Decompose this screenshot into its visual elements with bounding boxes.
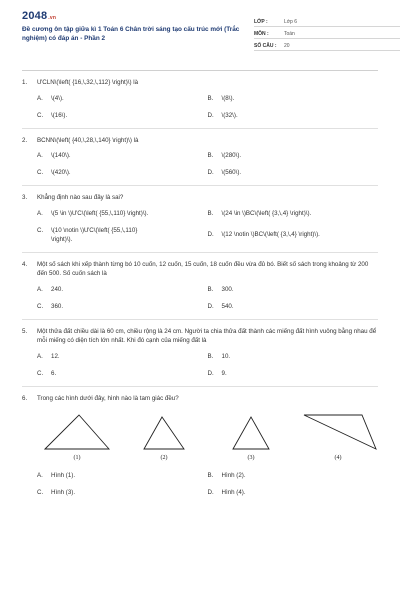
triangle-2-drawing (124, 411, 204, 453)
option-letter: C. (37, 302, 44, 310)
figure-label: (4) (334, 455, 342, 461)
meta-value: Toán (284, 31, 295, 37)
question-list (22, 78, 378, 505)
question-text: Một thửa đất chiều dài là 60 cm, chiều rộng là 24 cm. Người ta chia thửa đất thành các miếng đất hình vuông bằng nhau để mỗi miếng có diện tích lớn nhất. Khi đó cạnh của miếng đất là (37, 327, 377, 344)
option-c[interactable] (37, 111, 208, 120)
option-letter: B. (207, 472, 214, 479)
option-letter: A. (37, 352, 43, 360)
option-text: \(32\). (221, 111, 238, 119)
question-divider (22, 319, 378, 320)
option-letter: B. (207, 209, 214, 217)
option-d[interactable] (208, 302, 379, 311)
option-a[interactable] (37, 151, 208, 160)
option-text: 6. (51, 369, 57, 377)
option-b[interactable] (208, 209, 379, 218)
option-text: \(4\). (51, 94, 64, 102)
question-stem (22, 136, 378, 146)
answer-options (37, 285, 378, 311)
option-b[interactable] (208, 94, 379, 103)
option-b[interactable] (208, 151, 379, 160)
question-number: 4. (22, 260, 28, 268)
answer-options (37, 209, 378, 244)
triangle-1-drawing (37, 411, 117, 453)
figure-4 (298, 411, 378, 461)
option-letter: B. (207, 285, 214, 293)
question-stem (22, 78, 378, 88)
option-b[interactable] (208, 471, 379, 480)
meta-label: SỐ CÂU : (254, 43, 277, 49)
option-text: 10. (221, 352, 231, 360)
answer-options (37, 471, 378, 497)
option-text: \(140\). (51, 152, 71, 159)
option-letter: C. (37, 111, 44, 119)
option-c[interactable] (37, 488, 208, 497)
option-letter: C. (37, 369, 44, 377)
question-2 (22, 136, 378, 187)
logo-sub: .vn (48, 15, 57, 21)
option-text: 12. (51, 352, 60, 360)
option-text: Hình (1). (51, 472, 76, 479)
option-a[interactable] (37, 209, 208, 218)
option-text: \(8\). (221, 94, 235, 102)
option-a[interactable] (37, 471, 208, 480)
meta-label: MÔN : (254, 31, 269, 37)
option-c[interactable] (37, 369, 208, 378)
meta-row-count (254, 39, 400, 51)
header-divider (22, 70, 378, 71)
meta-row-class (254, 15, 400, 27)
question-text: Khẳng định nào sau đây là sai? (37, 194, 124, 201)
triangle-3-drawing (211, 411, 291, 453)
question-5 (22, 327, 378, 387)
document-title: Đề cương ôn tập giữa kì 1 Toán 6 Chân trời sáng tạo cấu trúc mới (Trắc nghiệm) có đáp án - Phần 2 (22, 26, 240, 42)
answer-options (37, 94, 378, 120)
option-a[interactable] (37, 352, 208, 361)
question-1 (22, 78, 378, 129)
option-text: \(12 \notin \)BC\(\left( {3,\,4} \right)\). (221, 231, 320, 238)
question-divider (22, 386, 378, 387)
triangle-4-drawing (298, 411, 378, 453)
option-letter: A. (37, 285, 43, 293)
figure-label: (1) (73, 455, 81, 461)
document-header (22, 0, 378, 62)
option-a[interactable] (37, 285, 208, 294)
option-d[interactable] (208, 488, 379, 497)
option-letter: C. (37, 489, 44, 496)
option-text: \(280\). (221, 152, 242, 159)
question-number: 3. (22, 194, 28, 201)
option-text: \(24 \in \)BC\(\left( {3,\,4} \right)\). (221, 209, 312, 217)
option-letter: D. (207, 369, 214, 377)
question-stem (22, 193, 378, 203)
option-letter: A. (37, 472, 43, 479)
option-d[interactable] (208, 168, 379, 177)
question-text: BCNN\(\left( {40,\,28,\,140} \right)\) là (37, 136, 139, 144)
option-d[interactable] (208, 111, 379, 120)
option-text: \(16\). (51, 111, 68, 119)
question-number: 6. (22, 394, 28, 402)
option-text: Hình (3). (51, 489, 76, 496)
logo-main: 2048 (22, 10, 48, 22)
question-number: 5. (22, 327, 28, 335)
option-text: \(5 \in \)ƯC\(\left( {55,\,110} \right)\). (51, 209, 149, 217)
option-letter: B. (207, 152, 214, 159)
option-letter: A. (37, 94, 43, 102)
option-c[interactable] (37, 302, 208, 311)
question-text: ƯCLN\(\left( {16,\,32,\,112} \right)\) là (37, 79, 139, 86)
meta-row-subject (254, 27, 400, 39)
figure-2 (124, 411, 204, 461)
option-text: 360. (51, 302, 64, 310)
option-text: \(10 \notin \)ƯC\(\left( {55,\,110} \right)\). (51, 226, 138, 243)
question-stem (22, 327, 378, 346)
option-letter: A. (37, 209, 43, 217)
option-letter: D. (207, 111, 214, 119)
option-letter: C. (37, 169, 44, 176)
option-letter: C. (37, 226, 44, 234)
question-divider (22, 128, 378, 129)
option-text: 300. (221, 285, 234, 293)
option-text: Hình (4). (221, 489, 246, 496)
question-number: 2. (22, 136, 28, 144)
option-text: 9. (221, 369, 227, 377)
option-letter: D. (207, 231, 214, 238)
answer-options (37, 352, 378, 378)
question-text: Trong các hình dưới đây, hình nào là tam giác đều? (37, 394, 179, 402)
question-stem (22, 394, 378, 404)
option-letter: A. (37, 152, 43, 159)
figure-label: (3) (247, 455, 255, 461)
option-c[interactable] (37, 168, 208, 177)
question-divider (22, 252, 378, 253)
figure-label: (2) (160, 455, 168, 461)
question-text: Một số sách khi xếp thành từng bó 10 cuốn, 12 cuốn, 15 cuốn, 18 cuốn đều vừa đủ bó. Biết số sách trong khoảng từ 200 đến 500. Số cuốn sách là (37, 260, 369, 277)
option-letter: D. (207, 489, 214, 496)
option-c[interactable] (37, 226, 208, 244)
option-letter: B. (207, 352, 214, 360)
question-3 (22, 193, 378, 253)
option-letter: D. (207, 302, 214, 310)
option-text: 540. (221, 302, 234, 310)
option-text: 240. (51, 285, 64, 293)
option-d[interactable] (208, 226, 379, 244)
triangle-figures (37, 411, 378, 461)
question-divider (22, 185, 378, 186)
figure-1 (37, 411, 117, 461)
option-a[interactable] (37, 94, 208, 103)
meta-label: LỚP : (254, 19, 268, 25)
option-b[interactable] (208, 352, 379, 361)
meta-value: Lớp 6 (284, 19, 298, 25)
meta-value: 20 (284, 43, 290, 49)
figure-3 (211, 411, 291, 461)
option-letter: D. (207, 169, 214, 176)
question-6 (22, 394, 378, 498)
answer-options (37, 151, 378, 177)
question-4 (22, 260, 378, 320)
question-number: 1. (22, 79, 28, 86)
option-b[interactable] (208, 285, 379, 294)
question-stem (22, 260, 378, 279)
option-text: Hình (2). (221, 472, 246, 479)
option-d[interactable] (208, 369, 379, 378)
option-letter: B. (207, 94, 214, 102)
option-text: \(560\). (221, 169, 242, 176)
meta-info (254, 15, 400, 51)
option-text: \(420\). (51, 169, 71, 176)
